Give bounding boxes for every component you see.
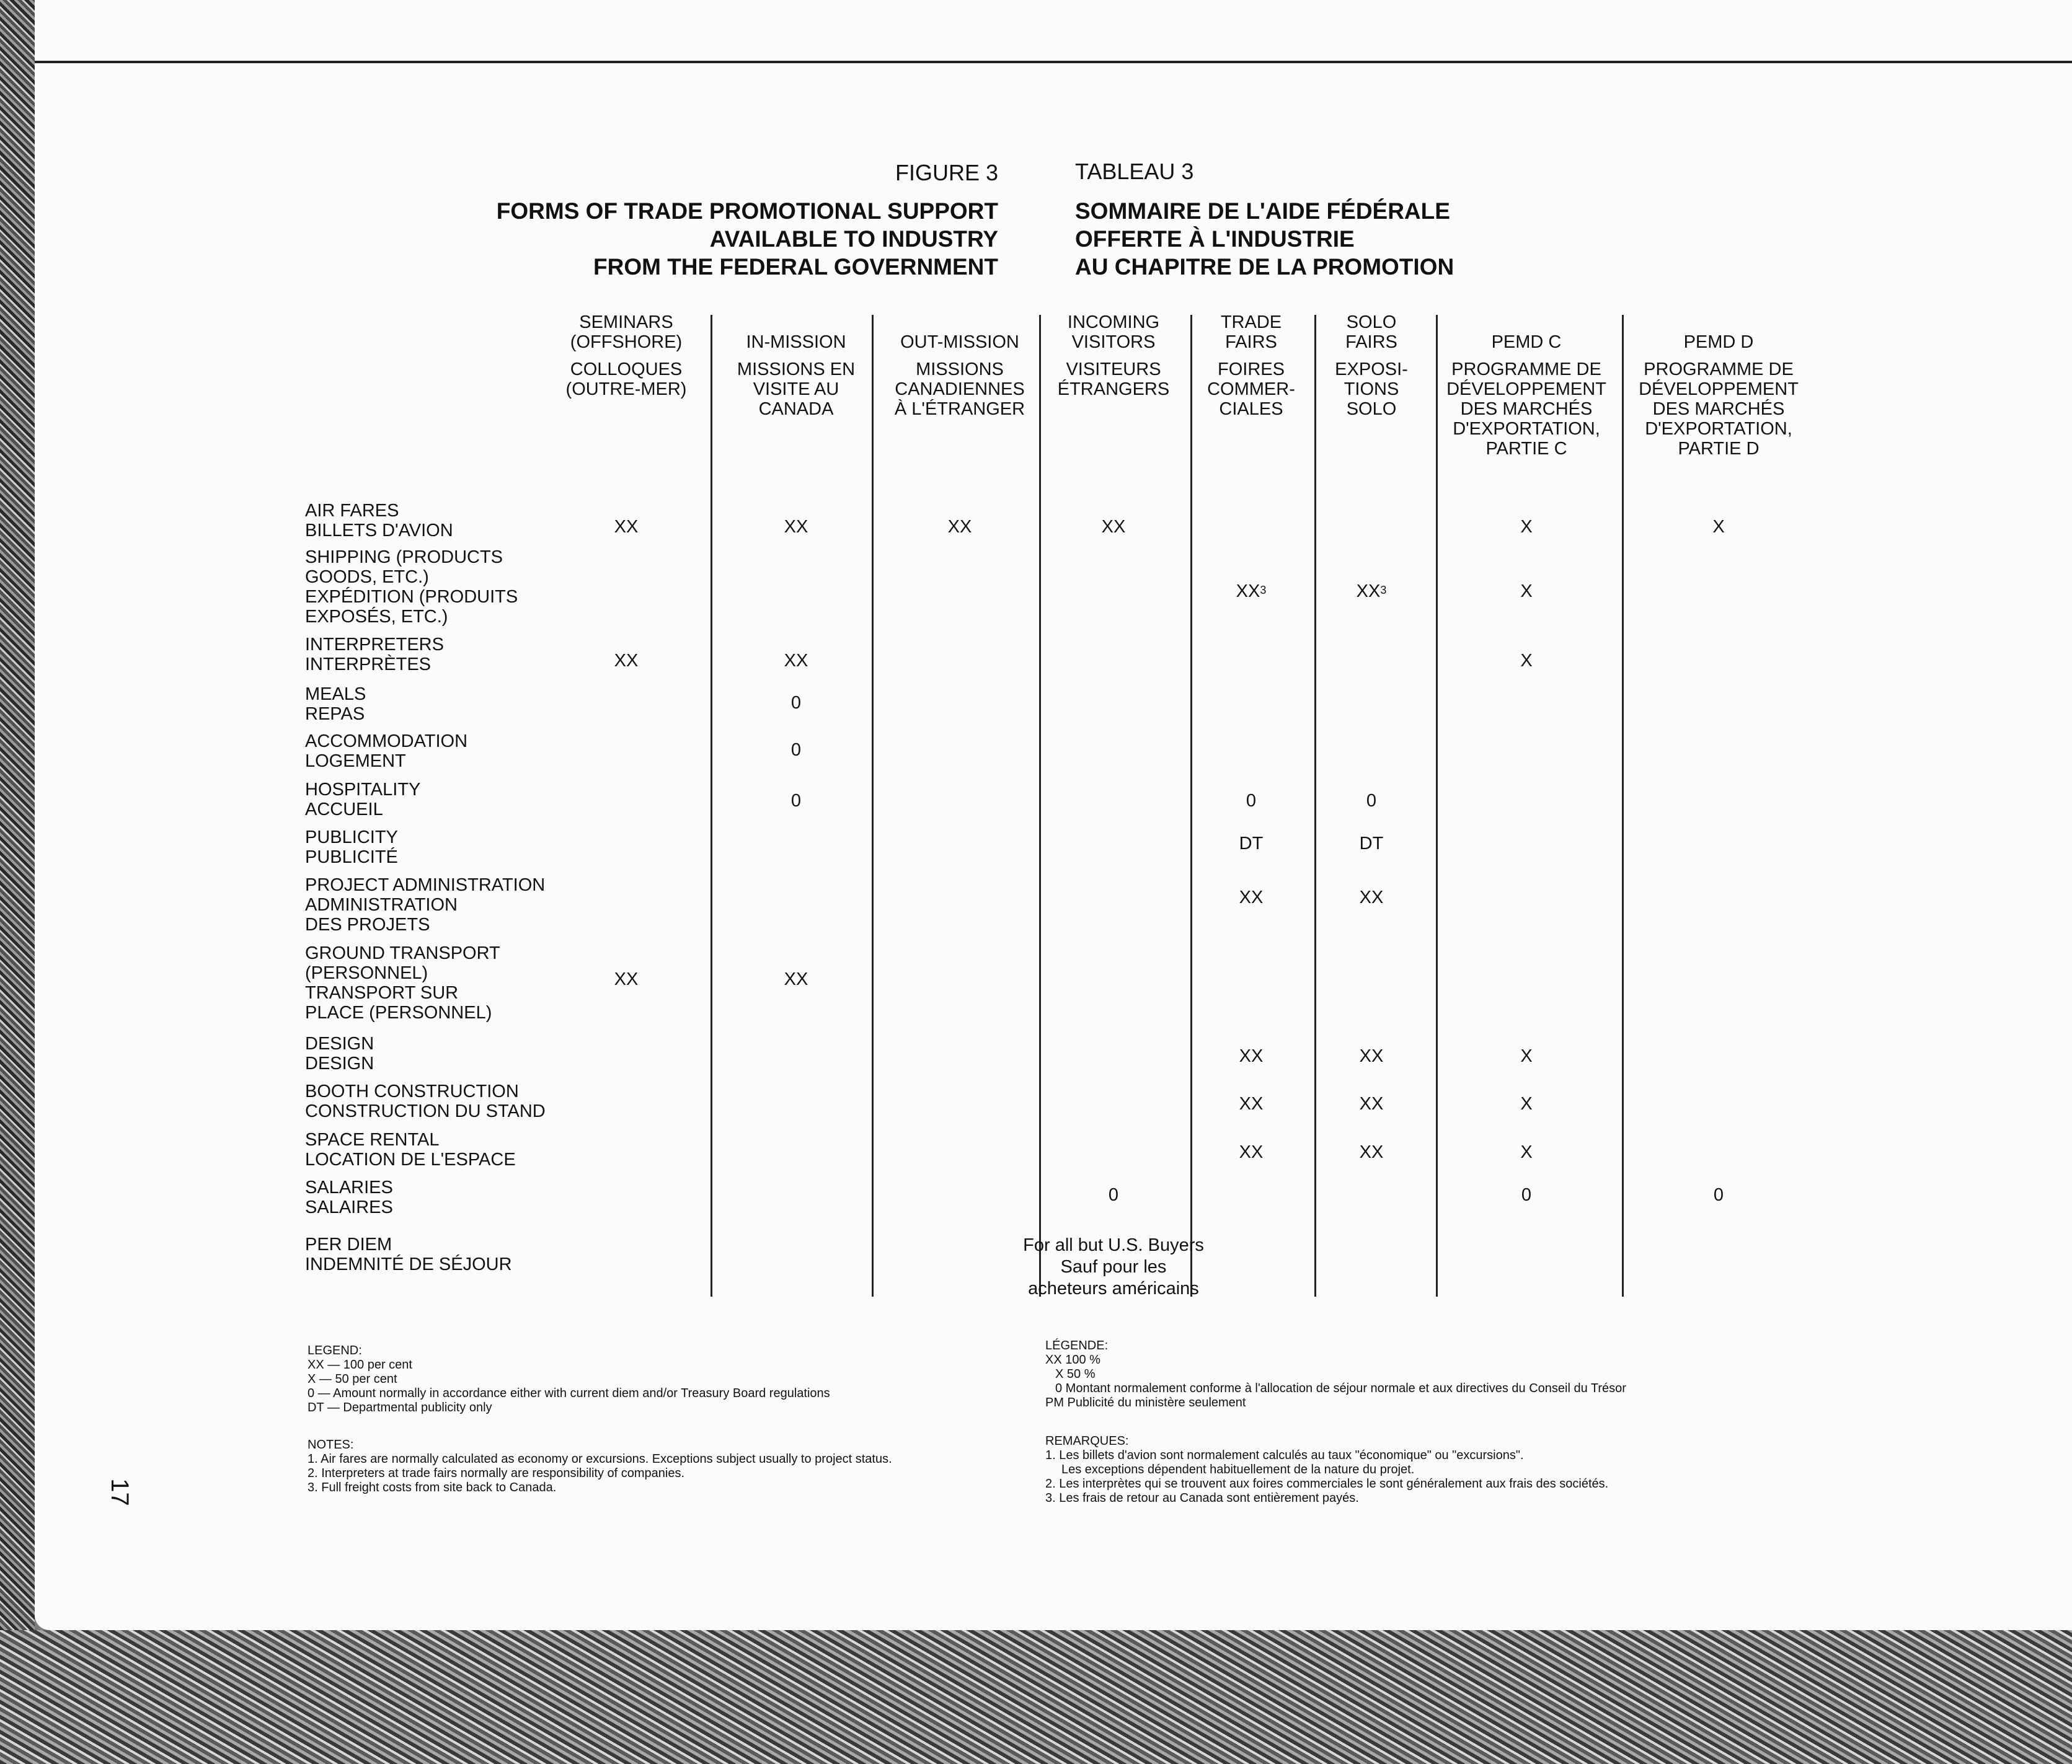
column-header-fr-line: DES MARCHÉS — [1652, 399, 1785, 419]
column-header-fr-line: ÉTRANGERS — [1057, 379, 1170, 399]
top-rule — [35, 61, 2072, 63]
column-header — [1613, 312, 1824, 459]
row-label — [305, 1082, 546, 1121]
legend-en-heading: LEGEND: — [308, 1344, 362, 1357]
table-cell: For all but U.S. Buyers Sauf pour les acheteurs américains — [1023, 1235, 1204, 1299]
title-en-line: AVAILABLE TO INDUSTRY — [709, 226, 998, 252]
row-label-line: INTERPRETERS — [305, 635, 444, 655]
column-header-en-line — [1421, 312, 1632, 332]
table-cell: $XX^3$ — [1356, 581, 1387, 601]
row-label-line: INDEMNITÉ DE SÉJOUR — [305, 1255, 512, 1274]
column-header-en-line: OUT-MISSION — [900, 332, 1019, 352]
table-cell: 0 — [1521, 1185, 1532, 1205]
notes-en-line: 1. Air fares are normally calculated as economy or excursions. Exceptions subject usually to project status. — [308, 1452, 892, 1466]
column-header-fr-line: MISSIONS — [916, 359, 1004, 379]
table-cell: 0 — [1713, 1185, 1724, 1205]
column-header-en-line: VISITORS — [1071, 332, 1156, 352]
row-label — [305, 547, 518, 627]
table-cell: X — [1520, 581, 1533, 601]
row-label-line: EXPÉDITION (PRODUITS — [305, 587, 518, 607]
column-header-fr-line: DES MARCHÉS — [1460, 399, 1593, 419]
table-cell: X — [1520, 1094, 1533, 1114]
scan-edge-left — [0, 0, 35, 1764]
column-header-fr-line: CANADA — [758, 399, 834, 419]
row-label-line: TRANSPORT SUR — [305, 983, 459, 1003]
row-label-line: CONSTRUCTION DU STAND — [305, 1101, 546, 1121]
table-cell: 0 — [1366, 791, 1377, 811]
row-label-line: GOODS, ETC.) — [305, 567, 429, 587]
notes-fr-line: 2. Les interprètes qui se trouvent aux foires commerciales le sont généralement aux frais des sociétés. — [1045, 1477, 1609, 1491]
table-cell: XX — [784, 517, 808, 537]
row-label — [305, 875, 545, 935]
column-header-fr-line: PROGRAMME DE — [1451, 359, 1601, 379]
column-header-en-line — [1613, 312, 1824, 332]
title-french — [1075, 197, 1695, 281]
row-label-line: GROUND TRANSPORT — [305, 943, 500, 963]
scan-edge-bottom — [0, 1630, 2072, 1764]
notes-en-line: 2. Interpreters at trade fairs normally are responsibility of companies. — [308, 1466, 685, 1480]
row-label-line: EXPOSÉS, ETC.) — [305, 607, 448, 627]
row-label-line: (PERSONNEL) — [305, 963, 428, 983]
row-label-line: PUBLICITY — [305, 827, 398, 847]
row-label-line: DES PROJETS — [305, 915, 430, 935]
column-header-en-line: FAIRS — [1225, 332, 1277, 352]
notes-fr — [1045, 1434, 1608, 1506]
notes-en-line: 3. Full freight costs from site back to Canada. — [308, 1481, 557, 1494]
column-header-en-line: IN-MISSION — [746, 332, 846, 352]
column-header-fr-line: TIONS — [1344, 379, 1399, 399]
table-cell: DT — [1359, 834, 1384, 853]
tableau-label: TABLEAU 3 — [1075, 159, 1194, 184]
row-label — [305, 501, 453, 540]
column-header-en-line: FAIRS — [1345, 332, 1397, 352]
row-label-line: PROJECT ADMINISTRATION — [305, 875, 546, 895]
table-cell: X — [1520, 651, 1533, 671]
legend-fr-line: 0 Montant normalement conforme à l'allocation de séjour normale et aux directives du Conseil du Trésor — [1055, 1382, 1626, 1395]
column-header-fr-line: PARTIE C — [1485, 439, 1567, 459]
notes-fr-heading: REMARQUES: — [1045, 1434, 1129, 1448]
row-label-line: PLACE (PERSONNEL) — [305, 1003, 492, 1023]
column-header-fr-line: SOLO — [1346, 399, 1397, 419]
page-number: 17 — [105, 1478, 133, 1506]
column-rule — [1314, 315, 1316, 1297]
row-label — [305, 635, 444, 674]
table-cell: XX — [614, 651, 639, 671]
row-label-line: HOSPITALITY — [305, 780, 421, 800]
notes-en-heading: NOTES: — [308, 1438, 354, 1452]
table-cell: X — [1520, 1046, 1533, 1066]
row-label-line: REPAS — [305, 704, 365, 724]
column-header-fr-line: (OUTRE-MER) — [565, 379, 687, 399]
legend-en-line: XX — 100 per cent — [308, 1358, 412, 1372]
table-cell: 0 — [790, 740, 802, 760]
table-cell: DT — [1239, 834, 1264, 853]
table-cell: XX — [1239, 1094, 1264, 1114]
table-cell: XX — [1359, 1142, 1384, 1162]
row-label-line: ADMINISTRATION — [305, 895, 458, 915]
title-english — [378, 197, 998, 281]
row-label-line: DESIGN — [305, 1034, 374, 1054]
column-header-fr-line: EXPOSI- — [1335, 359, 1408, 379]
row-label — [305, 1178, 393, 1217]
column-header-en-line: TRADE — [1220, 312, 1282, 332]
column-header-fr-line: VISITEURS — [1066, 359, 1161, 379]
title-en-line: FORMS OF TRADE PROMOTIONAL SUPPORT — [496, 198, 998, 224]
column-header-en-line: SOLO — [1346, 312, 1397, 332]
table-cell: XX — [1101, 517, 1126, 537]
row-label-line: DESIGN — [305, 1054, 374, 1074]
row-label — [305, 827, 398, 867]
column-header-fr-line: CANADIENNES — [895, 379, 1025, 399]
column-header-en-line: SEMINARS — [579, 312, 673, 332]
row-label-line: ACCUEIL — [305, 800, 383, 819]
legend-fr-line: PM Publicité du ministère seulement — [1045, 1396, 1246, 1409]
row-label-line: ACCOMMODATION — [305, 731, 468, 751]
table-cell: XX — [1239, 1046, 1264, 1066]
column-header-en-line: PEMD C — [1491, 332, 1562, 352]
column-rule — [711, 315, 712, 1297]
row-label-line: SALAIRES — [305, 1197, 393, 1217]
table-cell: XX — [1239, 1142, 1264, 1162]
column-rule — [1436, 315, 1438, 1297]
column-header-fr-line: FOIRES — [1218, 359, 1285, 379]
column-header-fr-line: COLLOQUES — [570, 359, 683, 379]
table-cell: X — [1520, 1142, 1533, 1162]
table-cell: 0 — [790, 693, 802, 713]
table-cell: XX — [1239, 888, 1264, 907]
row-label-line: SALARIES — [305, 1178, 393, 1197]
column-header-en-line: PEMD D — [1683, 332, 1754, 352]
row-label — [305, 780, 420, 819]
title-en-line: FROM THE FEDERAL GOVERNMENT — [593, 254, 998, 280]
table-cell: 0 — [1246, 791, 1257, 811]
column-header-fr-line: VISITE AU — [753, 379, 839, 399]
column-header-en-line: (OFFSHORE) — [570, 332, 683, 352]
legend-en-line: DT — Departmental publicity only — [308, 1401, 492, 1414]
column-header-fr-line: MISSIONS EN — [737, 359, 856, 379]
column-header-fr-line: PROGRAMME DE — [1644, 359, 1794, 379]
table-cell: X — [1520, 517, 1533, 537]
row-label — [305, 684, 366, 724]
row-label-line: LOGEMENT — [305, 751, 406, 771]
table-cell: 0 — [1108, 1185, 1119, 1205]
row-label — [305, 731, 467, 771]
row-label — [305, 943, 500, 1023]
column-header-fr-line: COMMER- — [1207, 379, 1295, 399]
legend-fr-heading: LÉGENDE: — [1045, 1339, 1109, 1352]
notes-fr-line: 3. Les frais de retour au Canada sont entièrement payés. — [1045, 1491, 1359, 1505]
column-header-fr-line: DÉVELOPPEMENT — [1446, 379, 1606, 399]
row-label-line: PUBLICITÉ — [305, 847, 398, 867]
column-rule — [1190, 315, 1192, 1297]
column-header-fr-line: CIALES — [1219, 399, 1283, 419]
table-cell: XX — [947, 517, 972, 537]
column-header-fr-line: D'EXPORTATION, — [1453, 419, 1600, 439]
table-cell: XX — [614, 969, 639, 989]
legend-en-line: 0 — Amount normally in accordance either with current diem and/or Treasury Board regulations — [308, 1387, 830, 1400]
table-cell: XX — [784, 651, 808, 671]
table-cell: XX — [1359, 1094, 1384, 1114]
legend-fr-line: X 50 % — [1055, 1367, 1096, 1381]
row-label — [305, 1034, 374, 1074]
row-label-line: MEALS — [305, 684, 366, 704]
row-label-line: SPACE RENTAL — [305, 1130, 440, 1150]
column-header-fr-line: D'EXPORTATION, — [1645, 419, 1792, 439]
legend-en-line: X — 50 per cent — [308, 1372, 397, 1386]
row-label-line: INTERPRÈTES — [305, 655, 432, 674]
table-cell: XX — [1359, 1046, 1384, 1066]
row-label-line: SHIPPING (PRODUCTS — [305, 547, 503, 567]
legend-fr — [1045, 1339, 1626, 1410]
table-cell: XX — [1359, 888, 1384, 907]
column-rule — [1039, 315, 1041, 1297]
column-rule — [1622, 315, 1624, 1297]
table-cell: 0 — [790, 791, 802, 811]
column-header-fr-line: PARTIE D — [1678, 439, 1760, 459]
row-label-line: PER DIEM — [305, 1235, 392, 1255]
column-rule — [872, 315, 874, 1297]
notes-en — [308, 1438, 892, 1495]
table-cell: XX — [614, 517, 639, 537]
title-fr-line: SOMMAIRE DE L'AIDE FÉDÉRALE — [1075, 198, 1450, 224]
column-header-fr-line: À L'ÉTRANGER — [894, 399, 1025, 419]
row-label — [305, 1235, 512, 1274]
legend-en — [308, 1344, 830, 1415]
row-label-line: AIR FARES — [305, 501, 399, 521]
column-header — [1421, 312, 1632, 459]
table-cell: X — [1712, 517, 1725, 537]
row-label-line: LOCATION DE L'ESPACE — [305, 1150, 516, 1170]
notes-fr-line: 1. Les billets d'avion sont normalement calculés au taux "économique" ou "excursions". — [1045, 1449, 1524, 1462]
row-label — [305, 1130, 516, 1170]
table-cell: $XX^3$ — [1236, 581, 1267, 601]
notes-fr-line: Les exceptions dépendent habituellement de la nature du projet. — [1061, 1463, 1415, 1476]
title-fr-line: AU CHAPITRE DE LA PROMOTION — [1075, 254, 1454, 280]
row-label-line: BILLETS D'AVION — [305, 521, 453, 540]
title-fr-line: OFFERTE À L'INDUSTRIE — [1075, 226, 1355, 252]
table-cell: XX — [784, 969, 808, 989]
row-label-line: BOOTH CONSTRUCTION — [305, 1082, 519, 1101]
column-header-en-line: INCOMING — [1067, 312, 1160, 332]
figure-label: FIGURE 3 — [895, 160, 998, 185]
column-header-fr-line: DÉVELOPPEMENT — [1639, 379, 1799, 399]
legend-fr-line: XX 100 % — [1045, 1353, 1100, 1367]
